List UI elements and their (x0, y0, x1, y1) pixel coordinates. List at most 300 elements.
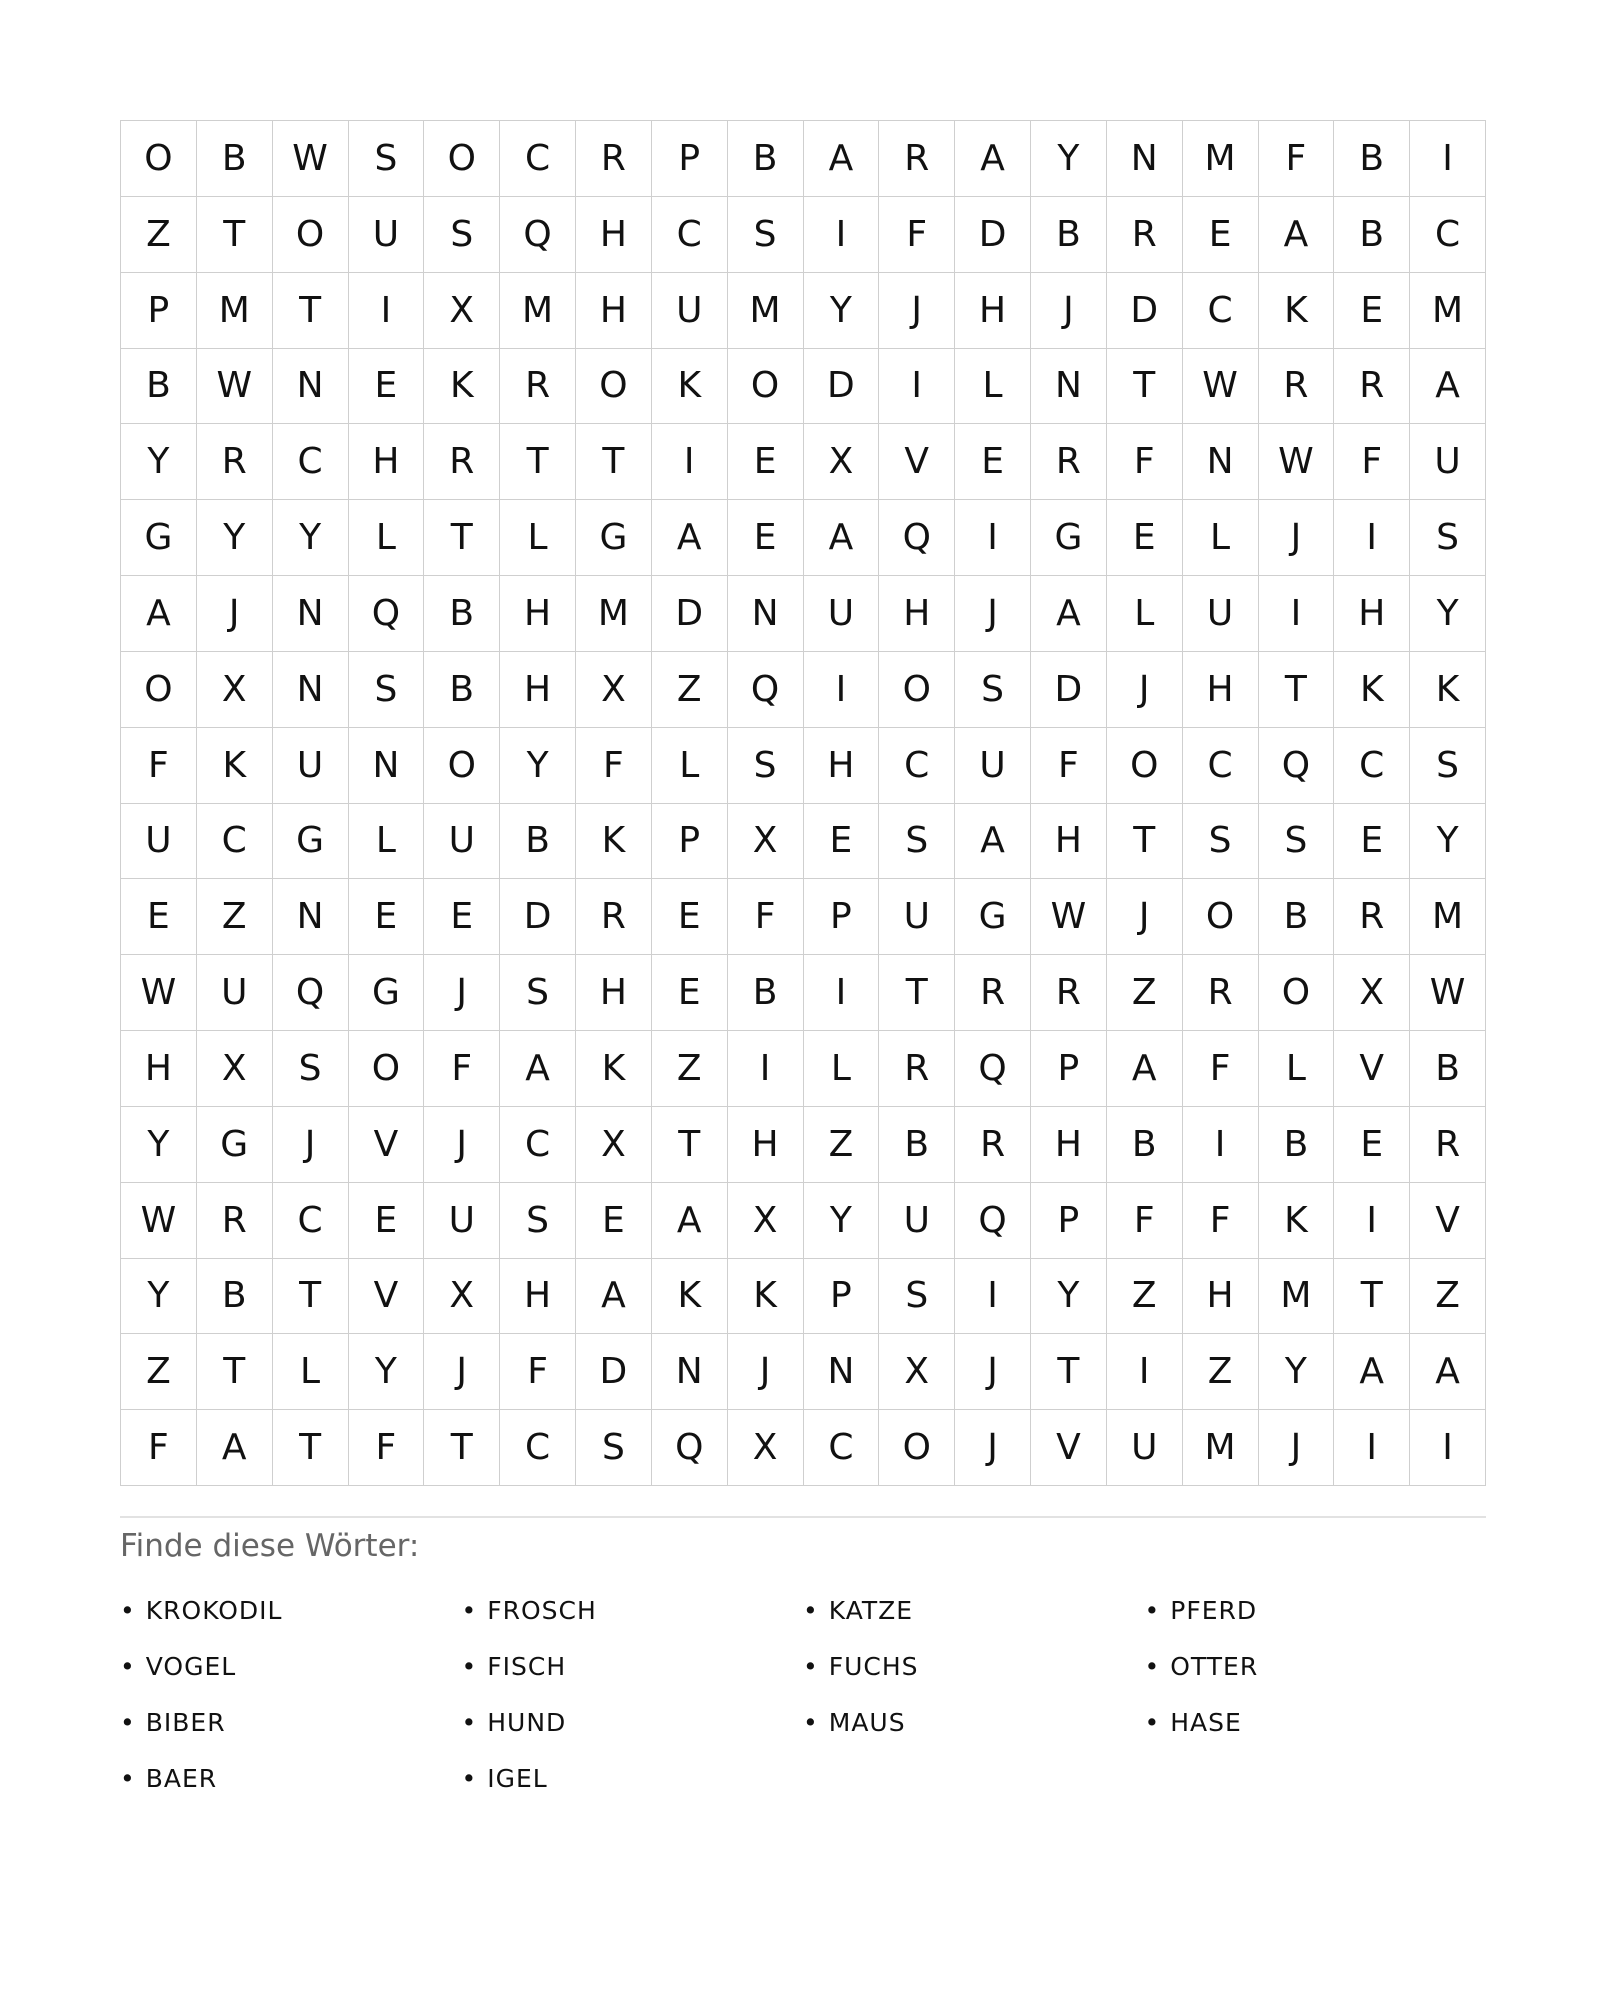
grid-cell[interactable]: B (500, 804, 576, 880)
grid-cell[interactable]: U (879, 879, 955, 955)
grid-cell[interactable]: V (1031, 1410, 1107, 1486)
grid-cell[interactable]: O (879, 652, 955, 728)
grid-cell[interactable]: A (1031, 576, 1107, 652)
grid-cell[interactable]: T (1031, 1334, 1107, 1410)
grid-cell[interactable]: M (728, 273, 804, 349)
grid-cell[interactable]: X (804, 424, 880, 500)
grid-cell[interactable]: F (500, 1334, 576, 1410)
grid-cell[interactable]: K (1259, 273, 1335, 349)
grid-cell[interactable]: J (424, 955, 500, 1031)
grid-cell[interactable]: U (424, 804, 500, 880)
grid-cell[interactable]: J (955, 576, 1031, 652)
grid-cell[interactable]: R (1259, 349, 1335, 425)
grid-cell[interactable]: B (1410, 1031, 1486, 1107)
grid-cell[interactable]: T (424, 500, 500, 576)
grid-cell[interactable]: H (879, 576, 955, 652)
grid-cell[interactable]: A (652, 500, 728, 576)
grid-cell[interactable]: L (273, 1334, 349, 1410)
grid-cell[interactable]: C (273, 1183, 349, 1259)
grid-cell[interactable]: I (1107, 1334, 1183, 1410)
grid-cell[interactable]: H (349, 424, 425, 500)
grid-cell[interactable]: A (1410, 1334, 1486, 1410)
grid-cell[interactable]: I (728, 1031, 804, 1107)
grid-cell[interactable]: T (1107, 349, 1183, 425)
grid-cell[interactable]: N (1183, 424, 1259, 500)
grid-cell[interactable]: G (955, 879, 1031, 955)
grid-cell[interactable]: N (1031, 349, 1107, 425)
grid-cell[interactable]: H (1031, 804, 1107, 880)
grid-cell[interactable]: R (879, 1031, 955, 1107)
grid-cell[interactable]: J (1107, 879, 1183, 955)
grid-cell[interactable]: E (349, 879, 425, 955)
grid-cell[interactable]: C (1183, 728, 1259, 804)
grid-cell[interactable]: W (121, 955, 197, 1031)
grid-cell[interactable]: X (728, 804, 804, 880)
grid-cell[interactable]: M (1410, 273, 1486, 349)
grid-cell[interactable]: K (424, 349, 500, 425)
grid-cell[interactable]: C (804, 1410, 880, 1486)
grid-cell[interactable]: I (804, 955, 880, 1031)
grid-cell[interactable]: S (424, 197, 500, 273)
grid-cell[interactable]: S (879, 804, 955, 880)
grid-cell[interactable]: D (1031, 652, 1107, 728)
grid-cell[interactable]: C (500, 1107, 576, 1183)
grid-cell[interactable]: X (728, 1183, 804, 1259)
grid-cell[interactable]: N (273, 349, 349, 425)
grid-cell[interactable]: D (1107, 273, 1183, 349)
grid-cell[interactable]: B (1334, 121, 1410, 197)
grid-cell[interactable]: J (955, 1334, 1031, 1410)
grid-cell[interactable]: X (879, 1334, 955, 1410)
grid-cell[interactable]: A (955, 121, 1031, 197)
grid-cell[interactable]: F (728, 879, 804, 955)
grid-cell[interactable]: N (804, 1334, 880, 1410)
grid-cell[interactable]: K (197, 728, 273, 804)
grid-cell[interactable]: A (955, 804, 1031, 880)
grid-cell[interactable]: D (652, 576, 728, 652)
grid-cell[interactable]: U (1107, 1410, 1183, 1486)
grid-cell[interactable]: B (1031, 197, 1107, 273)
grid-cell[interactable]: C (197, 804, 273, 880)
grid-cell[interactable]: B (197, 1259, 273, 1335)
grid-cell[interactable]: T (273, 1259, 349, 1335)
grid-cell[interactable]: S (576, 1410, 652, 1486)
grid-cell[interactable]: Y (804, 1183, 880, 1259)
grid-cell[interactable]: K (1334, 652, 1410, 728)
grid-cell[interactable]: N (652, 1334, 728, 1410)
grid-cell[interactable]: S (1259, 804, 1335, 880)
grid-cell[interactable]: C (500, 121, 576, 197)
grid-cell[interactable]: E (1107, 500, 1183, 576)
grid-cell[interactable]: K (576, 1031, 652, 1107)
grid-cell[interactable]: Y (1410, 576, 1486, 652)
grid-cell[interactable]: R (1183, 955, 1259, 1031)
grid-cell[interactable]: Y (197, 500, 273, 576)
grid-cell[interactable]: C (500, 1410, 576, 1486)
grid-cell[interactable]: O (1107, 728, 1183, 804)
grid-cell[interactable]: P (804, 879, 880, 955)
grid-cell[interactable]: L (955, 349, 1031, 425)
grid-cell[interactable]: X (576, 652, 652, 728)
grid-cell[interactable]: H (576, 273, 652, 349)
grid-cell[interactable]: Y (1031, 121, 1107, 197)
grid-cell[interactable]: S (955, 652, 1031, 728)
grid-cell[interactable]: B (1107, 1107, 1183, 1183)
grid-cell[interactable]: U (1410, 424, 1486, 500)
grid-cell[interactable]: J (955, 1410, 1031, 1486)
grid-cell[interactable]: Y (804, 273, 880, 349)
grid-cell[interactable]: F (1031, 728, 1107, 804)
grid-cell[interactable]: Y (121, 1259, 197, 1335)
grid-cell[interactable]: L (1107, 576, 1183, 652)
grid-cell[interactable]: A (576, 1259, 652, 1335)
grid-cell[interactable]: J (879, 273, 955, 349)
grid-cell[interactable]: T (1259, 652, 1335, 728)
grid-cell[interactable]: F (1259, 121, 1335, 197)
grid-cell[interactable]: Z (121, 197, 197, 273)
grid-cell[interactable]: A (804, 121, 880, 197)
grid-cell[interactable]: O (424, 728, 500, 804)
grid-cell[interactable]: I (1183, 1107, 1259, 1183)
grid-cell[interactable]: C (879, 728, 955, 804)
grid-cell[interactable]: I (1334, 1183, 1410, 1259)
grid-cell[interactable]: H (1183, 1259, 1259, 1335)
grid-cell[interactable]: H (500, 652, 576, 728)
grid-cell[interactable]: E (728, 500, 804, 576)
grid-cell[interactable]: M (1259, 1259, 1335, 1335)
grid-cell[interactable]: L (349, 804, 425, 880)
grid-cell[interactable]: S (1410, 728, 1486, 804)
grid-cell[interactable]: I (652, 424, 728, 500)
grid-cell[interactable]: K (1410, 652, 1486, 728)
grid-cell[interactable]: Z (1107, 955, 1183, 1031)
grid-cell[interactable]: T (879, 955, 955, 1031)
grid-cell[interactable]: A (1107, 1031, 1183, 1107)
grid-cell[interactable]: T (1334, 1259, 1410, 1335)
grid-cell[interactable]: F (1107, 1183, 1183, 1259)
grid-cell[interactable]: E (652, 879, 728, 955)
grid-cell[interactable]: D (576, 1334, 652, 1410)
grid-cell[interactable]: S (879, 1259, 955, 1335)
grid-cell[interactable]: J (1107, 652, 1183, 728)
grid-cell[interactable]: Y (1410, 804, 1486, 880)
grid-cell[interactable]: J (424, 1107, 500, 1183)
grid-cell[interactable]: S (1410, 500, 1486, 576)
grid-cell[interactable]: Y (500, 728, 576, 804)
grid-cell[interactable]: B (197, 121, 273, 197)
grid-cell[interactable]: V (349, 1259, 425, 1335)
grid-cell[interactable]: L (652, 728, 728, 804)
grid-cell[interactable]: J (1031, 273, 1107, 349)
grid-cell[interactable]: T (273, 1410, 349, 1486)
grid-cell[interactable]: F (121, 1410, 197, 1486)
grid-cell[interactable]: O (1183, 879, 1259, 955)
grid-cell[interactable]: U (197, 955, 273, 1031)
grid-cell[interactable]: I (879, 349, 955, 425)
grid-cell[interactable]: Z (121, 1334, 197, 1410)
grid-cell[interactable]: K (652, 349, 728, 425)
grid-cell[interactable]: R (955, 1107, 1031, 1183)
grid-cell[interactable]: O (424, 121, 500, 197)
grid-cell[interactable]: K (576, 804, 652, 880)
grid-cell[interactable]: F (424, 1031, 500, 1107)
grid-cell[interactable]: O (1259, 955, 1335, 1031)
grid-cell[interactable]: E (576, 1183, 652, 1259)
grid-cell[interactable]: M (197, 273, 273, 349)
grid-cell[interactable]: X (728, 1410, 804, 1486)
grid-cell[interactable]: W (1183, 349, 1259, 425)
grid-cell[interactable]: S (273, 1031, 349, 1107)
grid-cell[interactable]: H (500, 1259, 576, 1335)
grid-cell[interactable]: H (500, 576, 576, 652)
grid-cell[interactable]: T (197, 1334, 273, 1410)
grid-cell[interactable]: R (955, 955, 1031, 1031)
grid-cell[interactable]: D (500, 879, 576, 955)
grid-cell[interactable]: I (1334, 1410, 1410, 1486)
grid-cell[interactable]: A (121, 576, 197, 652)
grid-cell[interactable]: F (1183, 1183, 1259, 1259)
grid-cell[interactable]: U (121, 804, 197, 880)
grid-cell[interactable]: Z (804, 1107, 880, 1183)
grid-cell[interactable]: L (1183, 500, 1259, 576)
grid-cell[interactable]: O (576, 349, 652, 425)
grid-cell[interactable]: R (197, 424, 273, 500)
grid-cell[interactable]: J (197, 576, 273, 652)
grid-cell[interactable]: A (1334, 1334, 1410, 1410)
grid-cell[interactable]: H (804, 728, 880, 804)
grid-cell[interactable]: Y (1259, 1334, 1335, 1410)
grid-cell[interactable]: X (1334, 955, 1410, 1031)
grid-cell[interactable]: W (1410, 955, 1486, 1031)
grid-cell[interactable]: Q (728, 652, 804, 728)
grid-cell[interactable]: Q (500, 197, 576, 273)
grid-cell[interactable]: P (121, 273, 197, 349)
grid-cell[interactable]: K (728, 1259, 804, 1335)
grid-cell[interactable]: R (424, 424, 500, 500)
grid-cell[interactable]: S (728, 728, 804, 804)
grid-cell[interactable]: N (1107, 121, 1183, 197)
grid-cell[interactable]: U (273, 728, 349, 804)
grid-cell[interactable]: U (1183, 576, 1259, 652)
grid-cell[interactable]: R (576, 879, 652, 955)
grid-cell[interactable]: C (1410, 197, 1486, 273)
grid-cell[interactable]: F (1107, 424, 1183, 500)
grid-cell[interactable]: E (424, 879, 500, 955)
grid-cell[interactable]: O (121, 121, 197, 197)
grid-cell[interactable]: U (349, 197, 425, 273)
grid-cell[interactable]: F (121, 728, 197, 804)
grid-cell[interactable]: W (1259, 424, 1335, 500)
grid-cell[interactable]: S (728, 197, 804, 273)
grid-cell[interactable]: U (652, 273, 728, 349)
grid-cell[interactable]: N (349, 728, 425, 804)
grid-cell[interactable]: W (197, 349, 273, 425)
grid-cell[interactable]: Z (1183, 1334, 1259, 1410)
grid-cell[interactable]: R (1107, 197, 1183, 273)
grid-cell[interactable]: N (273, 576, 349, 652)
grid-cell[interactable]: C (1183, 273, 1259, 349)
grid-cell[interactable]: M (1183, 1410, 1259, 1486)
grid-cell[interactable]: P (1031, 1183, 1107, 1259)
grid-cell[interactable]: D (955, 197, 1031, 273)
grid-cell[interactable]: R (1031, 424, 1107, 500)
grid-cell[interactable]: I (955, 1259, 1031, 1335)
grid-cell[interactable]: C (652, 197, 728, 273)
grid-cell[interactable]: B (728, 121, 804, 197)
grid-cell[interactable]: T (500, 424, 576, 500)
grid-cell[interactable]: H (1031, 1107, 1107, 1183)
grid-cell[interactable]: M (1410, 879, 1486, 955)
grid-cell[interactable]: Y (121, 1107, 197, 1183)
grid-cell[interactable]: O (273, 197, 349, 273)
grid-cell[interactable]: C (1334, 728, 1410, 804)
grid-cell[interactable]: J (424, 1334, 500, 1410)
grid-cell[interactable]: V (1334, 1031, 1410, 1107)
grid-cell[interactable]: U (804, 576, 880, 652)
grid-cell[interactable]: A (804, 500, 880, 576)
grid-cell[interactable]: W (1031, 879, 1107, 955)
grid-cell[interactable]: L (804, 1031, 880, 1107)
grid-cell[interactable]: H (576, 197, 652, 273)
grid-cell[interactable]: E (1334, 273, 1410, 349)
grid-cell[interactable]: X (197, 1031, 273, 1107)
grid-cell[interactable]: P (652, 121, 728, 197)
grid-cell[interactable]: P (1031, 1031, 1107, 1107)
grid-cell[interactable]: O (728, 349, 804, 425)
grid-cell[interactable]: V (349, 1107, 425, 1183)
grid-cell[interactable]: F (349, 1410, 425, 1486)
grid-cell[interactable]: I (1259, 576, 1335, 652)
grid-cell[interactable]: Y (273, 500, 349, 576)
grid-cell[interactable]: R (576, 121, 652, 197)
grid-cell[interactable]: T (273, 273, 349, 349)
grid-cell[interactable]: Y (121, 424, 197, 500)
grid-cell[interactable]: L (349, 500, 425, 576)
grid-cell[interactable]: N (273, 879, 349, 955)
grid-cell[interactable]: B (728, 955, 804, 1031)
grid-cell[interactable]: Q (955, 1031, 1031, 1107)
grid-cell[interactable]: S (500, 1183, 576, 1259)
grid-cell[interactable]: B (424, 652, 500, 728)
grid-cell[interactable]: H (1183, 652, 1259, 728)
grid-cell[interactable]: Q (879, 500, 955, 576)
grid-cell[interactable]: I (804, 652, 880, 728)
grid-cell[interactable]: A (1410, 349, 1486, 425)
grid-cell[interactable]: E (955, 424, 1031, 500)
grid-cell[interactable]: T (652, 1107, 728, 1183)
grid-cell[interactable]: G (121, 500, 197, 576)
grid-cell[interactable]: I (955, 500, 1031, 576)
grid-cell[interactable]: O (349, 1031, 425, 1107)
grid-cell[interactable]: A (1259, 197, 1335, 273)
grid-cell[interactable]: L (500, 500, 576, 576)
grid-cell[interactable]: Q (273, 955, 349, 1031)
grid-cell[interactable]: E (1183, 197, 1259, 273)
grid-cell[interactable]: H (955, 273, 1031, 349)
grid-cell[interactable]: F (879, 197, 955, 273)
grid-cell[interactable]: V (879, 424, 955, 500)
grid-cell[interactable]: V (1410, 1183, 1486, 1259)
grid-cell[interactable]: E (1334, 804, 1410, 880)
grid-cell[interactable]: M (576, 576, 652, 652)
grid-cell[interactable]: Z (652, 1031, 728, 1107)
grid-cell[interactable]: T (576, 424, 652, 500)
grid-cell[interactable]: H (728, 1107, 804, 1183)
grid-cell[interactable]: M (1183, 121, 1259, 197)
grid-cell[interactable]: Z (1107, 1259, 1183, 1335)
grid-cell[interactable]: P (652, 804, 728, 880)
grid-cell[interactable]: O (121, 652, 197, 728)
grid-cell[interactable]: Z (1410, 1259, 1486, 1335)
grid-cell[interactable]: H (576, 955, 652, 1031)
grid-cell[interactable]: A (652, 1183, 728, 1259)
grid-cell[interactable]: I (349, 273, 425, 349)
grid-cell[interactable]: Q (1259, 728, 1335, 804)
grid-cell[interactable]: W (121, 1183, 197, 1259)
grid-cell[interactable]: S (349, 121, 425, 197)
grid-cell[interactable]: R (197, 1183, 273, 1259)
grid-cell[interactable]: K (1259, 1183, 1335, 1259)
grid-cell[interactable]: G (1031, 500, 1107, 576)
grid-cell[interactable]: E (728, 424, 804, 500)
grid-cell[interactable]: N (728, 576, 804, 652)
grid-cell[interactable]: G (197, 1107, 273, 1183)
grid-cell[interactable]: N (273, 652, 349, 728)
grid-cell[interactable]: I (1410, 121, 1486, 197)
grid-cell[interactable]: L (1259, 1031, 1335, 1107)
grid-cell[interactable]: I (1410, 1410, 1486, 1486)
grid-cell[interactable]: G (349, 955, 425, 1031)
grid-cell[interactable]: A (500, 1031, 576, 1107)
grid-cell[interactable]: T (1107, 804, 1183, 880)
grid-cell[interactable]: R (879, 121, 955, 197)
grid-cell[interactable]: J (728, 1334, 804, 1410)
grid-cell[interactable]: U (879, 1183, 955, 1259)
grid-cell[interactable]: E (652, 955, 728, 1031)
grid-cell[interactable]: R (1334, 879, 1410, 955)
grid-cell[interactable]: H (121, 1031, 197, 1107)
grid-cell[interactable]: B (1259, 879, 1335, 955)
grid-cell[interactable]: B (424, 576, 500, 652)
grid-cell[interactable]: R (1334, 349, 1410, 425)
grid-cell[interactable]: E (1334, 1107, 1410, 1183)
grid-cell[interactable]: D (804, 349, 880, 425)
grid-cell[interactable]: I (804, 197, 880, 273)
grid-cell[interactable]: C (273, 424, 349, 500)
grid-cell[interactable]: R (1031, 955, 1107, 1031)
grid-cell[interactable]: X (576, 1107, 652, 1183)
grid-cell[interactable]: E (804, 804, 880, 880)
grid-cell[interactable]: B (1259, 1107, 1335, 1183)
grid-cell[interactable]: U (955, 728, 1031, 804)
grid-cell[interactable]: J (273, 1107, 349, 1183)
grid-cell[interactable]: W (273, 121, 349, 197)
grid-cell[interactable]: S (349, 652, 425, 728)
grid-cell[interactable]: S (500, 955, 576, 1031)
grid-cell[interactable]: T (197, 197, 273, 273)
grid-cell[interactable]: Q (955, 1183, 1031, 1259)
grid-cell[interactable]: Y (349, 1334, 425, 1410)
grid-cell[interactable]: B (121, 349, 197, 425)
grid-cell[interactable]: F (1183, 1031, 1259, 1107)
grid-cell[interactable]: I (1334, 500, 1410, 576)
grid-cell[interactable]: T (424, 1410, 500, 1486)
grid-cell[interactable]: R (500, 349, 576, 425)
grid-cell[interactable]: A (197, 1410, 273, 1486)
grid-cell[interactable]: Y (1031, 1259, 1107, 1335)
grid-cell[interactable]: R (1410, 1107, 1486, 1183)
grid-cell[interactable]: P (804, 1259, 880, 1335)
